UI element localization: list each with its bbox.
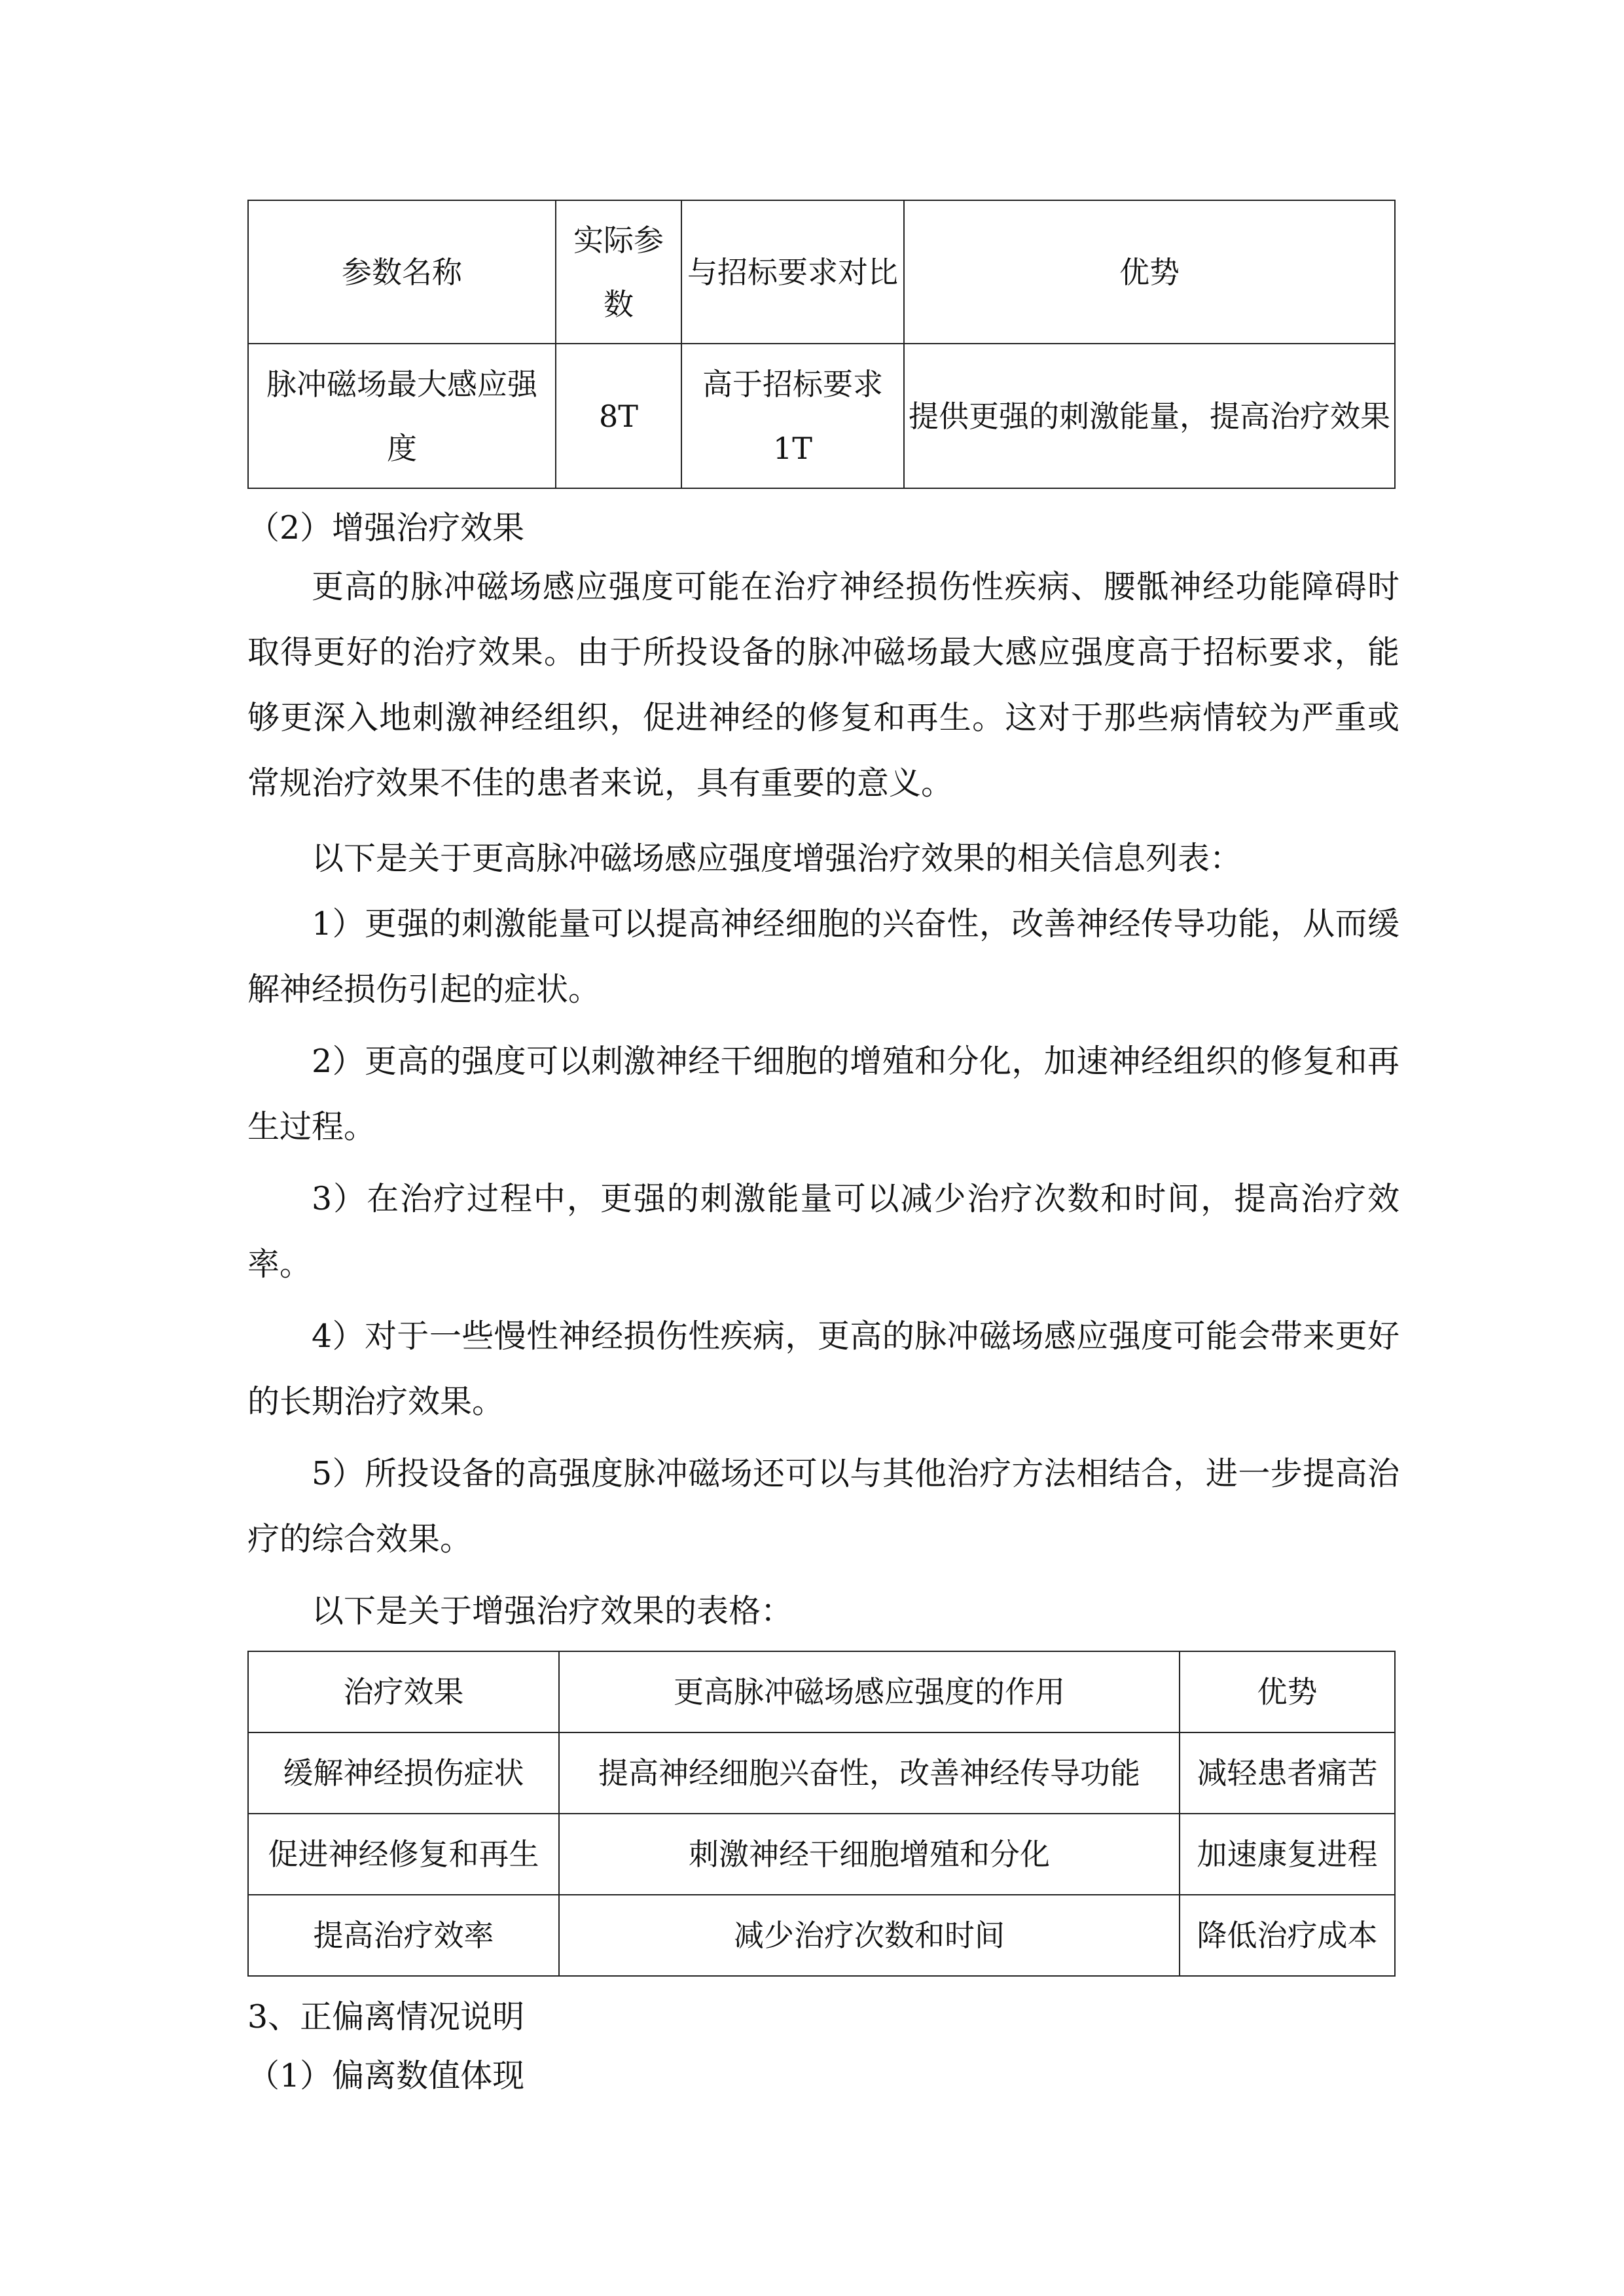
table-cell: 缓解神经损伤症状: [248, 1732, 559, 1814]
table-row: [248, 1895, 1395, 1976]
table-header-row: [248, 200, 1395, 344]
table-cell: 促进神经修复和再生: [248, 1814, 559, 1895]
table-cell: 脉冲磁场最大感应强度: [248, 344, 556, 488]
table-row: [248, 1814, 1395, 1895]
list-item: 5）所投设备的高强度脉冲磁场还可以与其他治疗方法相结合，进一步提高治疗的综合效果。: [247, 1455, 1399, 1558]
table-header-cell: 实际参数: [556, 200, 681, 344]
table-header-cell: 更高脉冲磁场感应强度的作用: [559, 1651, 1180, 1732]
table-cell: 减少治疗次数和时间: [559, 1895, 1180, 1976]
treatment-effect-table: [247, 1651, 1396, 1977]
section-heading: （2）增强治疗效果: [247, 509, 525, 547]
table-header-cell: 优势: [904, 200, 1395, 344]
table-intro: 以下是关于增强治疗效果的表格：: [312, 1592, 793, 1630]
table-header-cell: 与招标要求对比: [681, 200, 904, 344]
table-cell: 提供更强的刺激能量，提高治疗效果: [904, 344, 1395, 488]
list-item: 2）更高的强度可以刺激神经干细胞的增殖和分化，加速神经组织的修复和再生过程。: [247, 1043, 1399, 1145]
list-intro: 以下是关于更高脉冲磁场感应强度增强治疗效果的相关信息列表：: [312, 840, 1242, 877]
table-cell: 8T: [556, 344, 681, 488]
table-header-cell: 参数名称: [248, 200, 556, 344]
parameter-comparison-table: [247, 200, 1396, 489]
table-cell: 刺激神经干细胞增殖和分化: [559, 1814, 1180, 1895]
subsection-heading: （1）偏离数值体现: [247, 2057, 525, 2094]
table-header-cell: 治疗效果: [248, 1651, 559, 1732]
list-item: 1）更强的刺激能量可以提高神经细胞的兴奋性，改善神经传导功能，从而缓解神经损伤引起的症状。: [247, 905, 1399, 1008]
table-cell: 高于招标要求1T: [681, 344, 904, 488]
table-header-row: [248, 1651, 1395, 1732]
list-item: 3）在治疗过程中，更强的刺激能量可以减少治疗次数和时间，提高治疗效率。: [247, 1180, 1399, 1283]
section-heading: 3、正偏离情况说明: [247, 1998, 525, 2036]
table-cell: 减轻患者痛苦: [1180, 1732, 1395, 1814]
table-cell: 提高神经细胞兴奋性，改善神经传导功能: [559, 1732, 1180, 1814]
table-cell: 提高治疗效率: [248, 1895, 559, 1976]
table-cell: 降低治疗成本: [1180, 1895, 1395, 1976]
table-header-cell: 优势: [1180, 1651, 1395, 1732]
list-item: 4）对于一些慢性神经损伤性疾病，更高的脉冲磁场感应强度可能会带来更好的长期治疗效果。: [247, 1318, 1399, 1420]
body-paragraph: 更高的脉冲磁场感应强度可能在治疗神经损伤性疾病、腰骶神经功能障碍时取得更好的治疗效果。由于所投设备的脉冲磁场最大感应强度高于招标要求，能够更深入地刺激神经组织，促进神经的修复和再生。这对于那些病情较为严重或常规治疗效果不佳的患者来说，具有重要的意义。: [247, 568, 1399, 802]
table-row: [248, 344, 1395, 488]
table-cell: 加速康复进程: [1180, 1814, 1395, 1895]
table-row: [248, 1732, 1395, 1814]
